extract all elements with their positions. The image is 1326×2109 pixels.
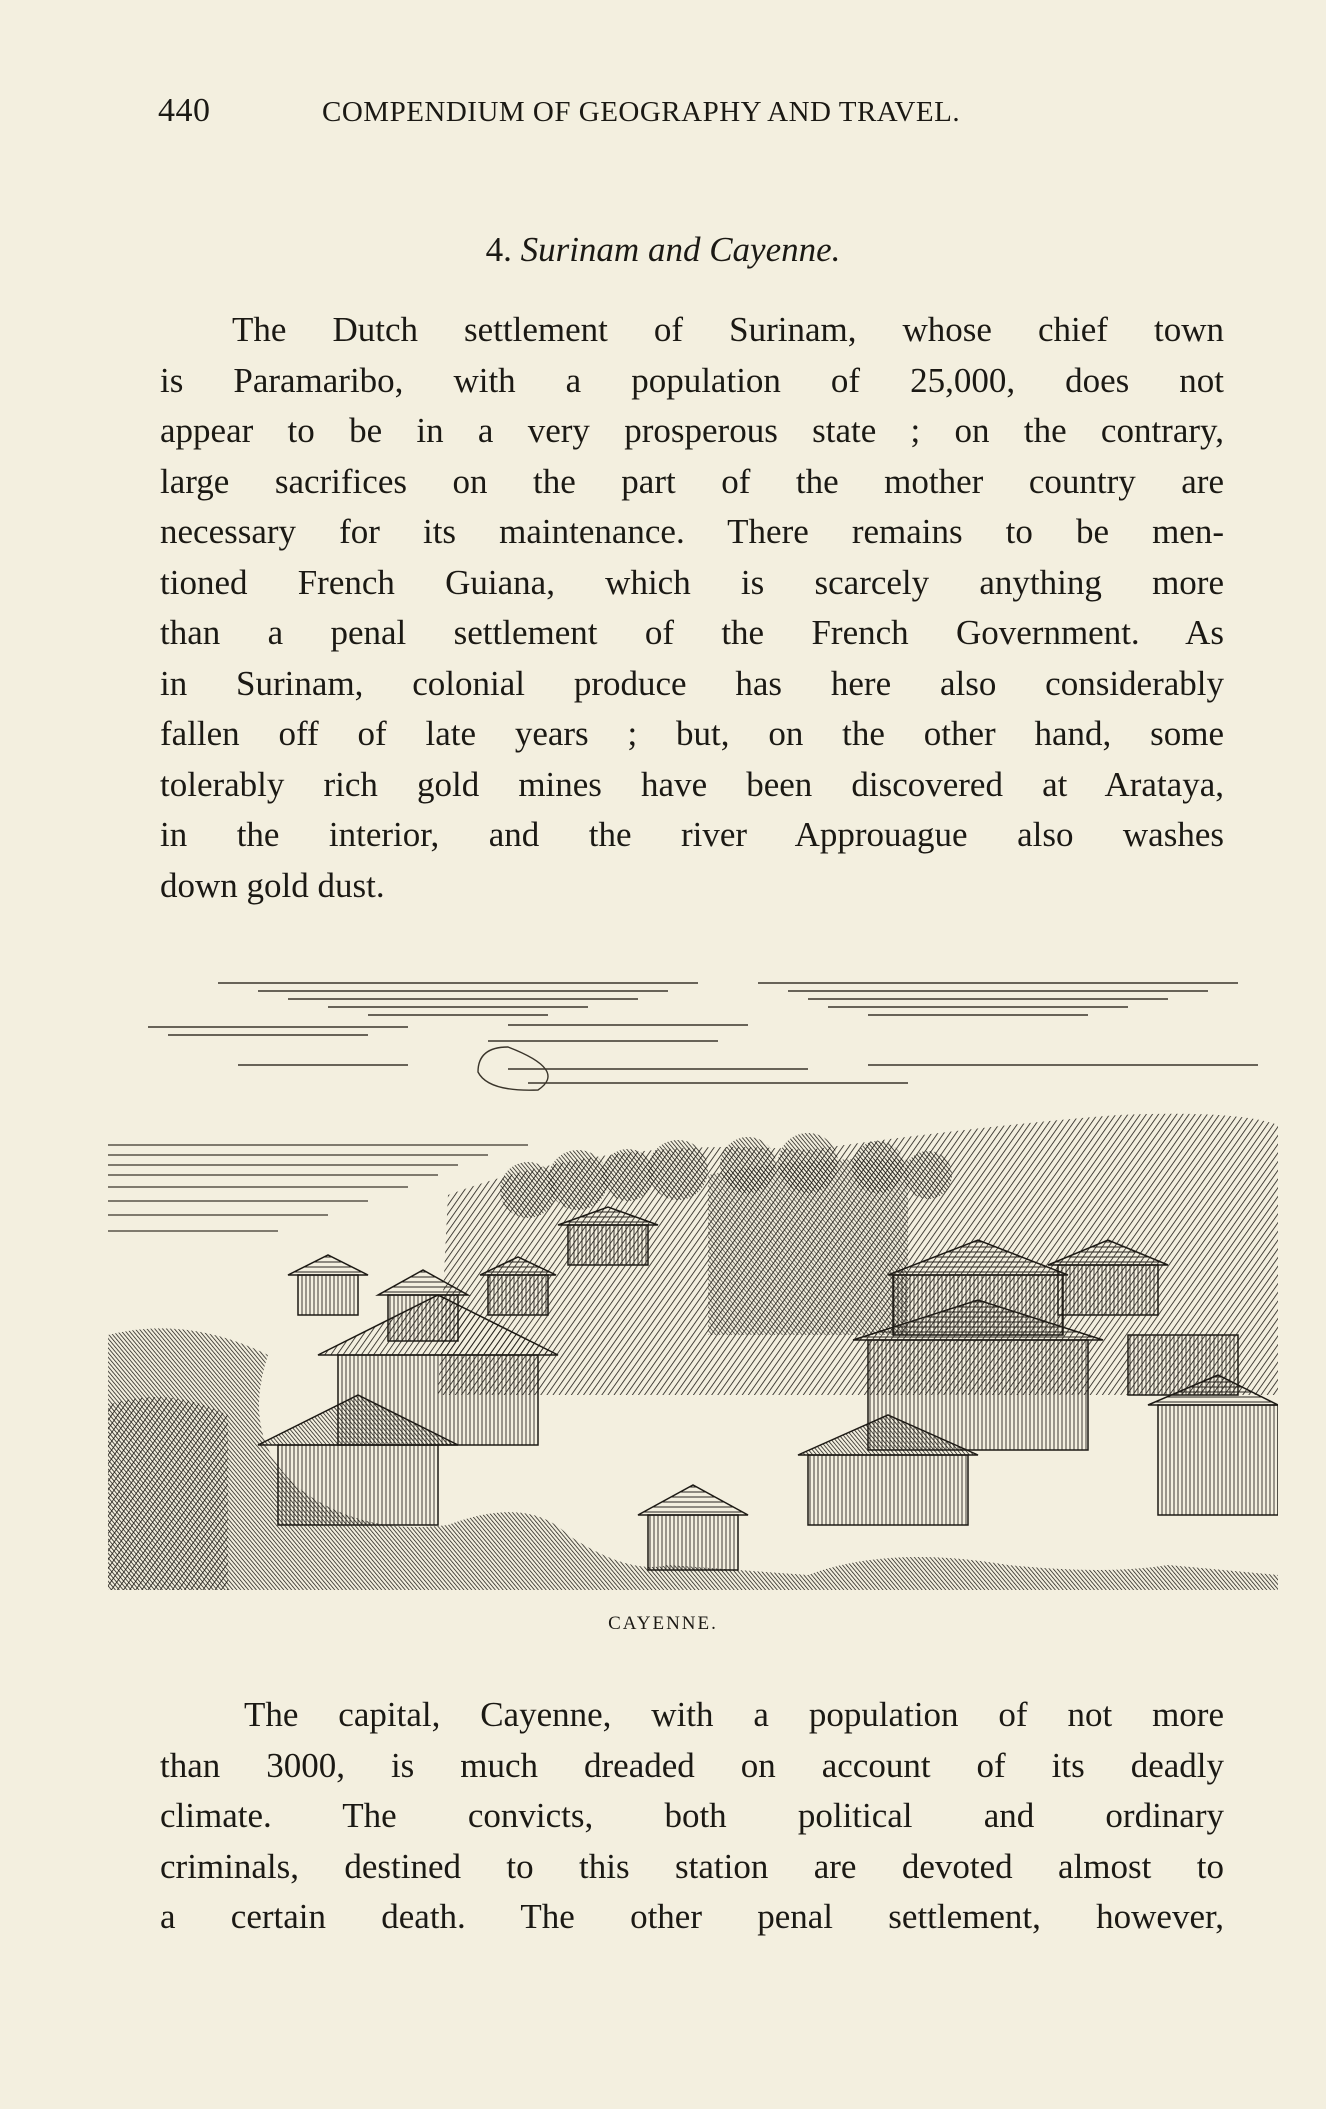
text-line: appear to be in a very prosperous state ; on the contrary, <box>160 411 1224 450</box>
text-line: than 3000, is much dreaded on account of its deadly <box>160 1745 1224 1785</box>
paragraph-surinam <box>160 305 1224 911</box>
section-title: Surinam and Cayenne. <box>520 230 841 269</box>
text-line: in Surinam, colonial produce has here also considerably <box>160 663 1224 703</box>
text-line: The Dutch settlement of Surinam, whose chief town <box>232 310 1224 349</box>
text-line: is Paramaribo, with a population of 25,000, does not <box>160 360 1224 400</box>
text-line: fallen off of late years ; but, on the other hand, some <box>160 714 1224 753</box>
cayenne-engraving <box>108 975 1278 1590</box>
running-title: COMPENDIUM OF GEOGRAPHY AND TRAVEL. <box>322 96 961 128</box>
text-line: than a penal settlement of the French Government. As <box>160 613 1224 652</box>
text-line: large sacrifices on the part of the mother country are <box>160 461 1224 501</box>
page-number: 440 <box>158 92 211 129</box>
paragraph-cayenne <box>160 1690 1224 1943</box>
text-line: tioned French Guiana, which is scarcely anything more <box>160 562 1224 602</box>
text-line: a certain death. The other penal settlement, however, <box>160 1897 1224 1936</box>
section-number: 4. <box>485 230 512 269</box>
section-heading <box>0 230 1326 270</box>
text-line: climate. The convicts, both political and ordinary <box>160 1796 1224 1835</box>
sky-clouds <box>148 983 1258 1090</box>
text-line: down gold dust. <box>160 865 385 905</box>
text-line: in the interior, and the river Approuague also washes <box>160 815 1224 854</box>
text-line: necessary for its maintenance. There remains to be men- <box>160 512 1224 551</box>
text-line: tolerably rich gold mines have been discovered at Arataya, <box>160 764 1224 804</box>
text-line: The capital, Cayenne, with a population of not more <box>244 1695 1224 1734</box>
figure-caption: CAYENNE. <box>608 1613 718 1634</box>
text-line: criminals, destined to this station are devoted almost to <box>160 1846 1224 1886</box>
